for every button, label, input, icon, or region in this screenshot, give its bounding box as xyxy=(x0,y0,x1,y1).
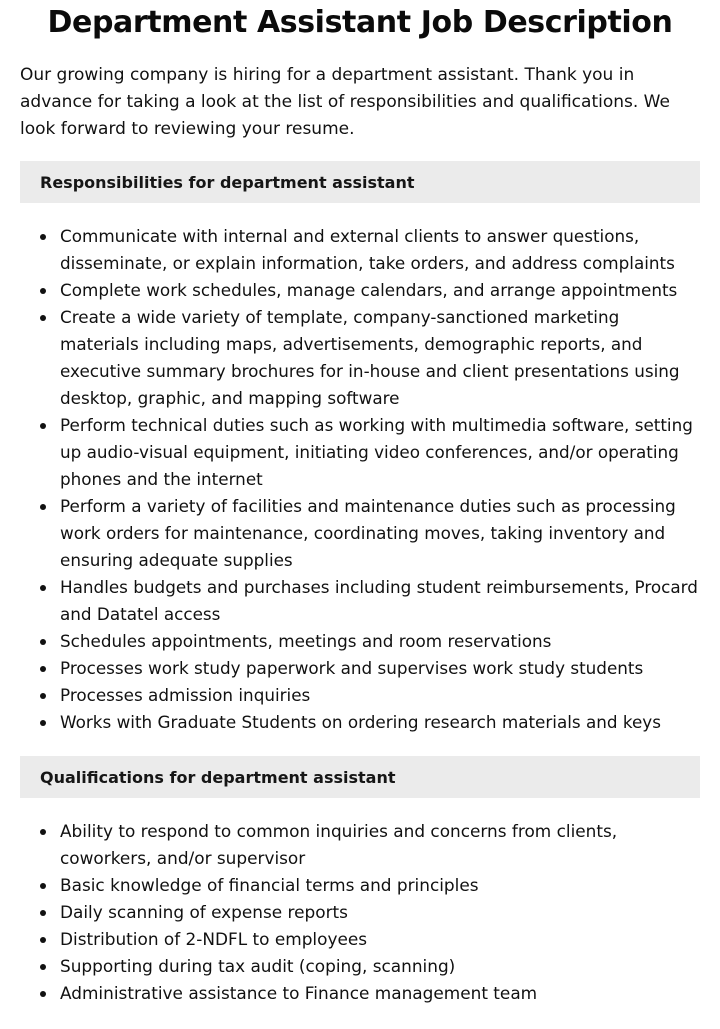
qualifications-heading: Qualifications for department assistant xyxy=(20,756,700,798)
list-item-text: Administrative assistance to Finance management team xyxy=(60,983,538,1003)
list-item xyxy=(20,872,700,899)
bullet-icon xyxy=(40,666,46,672)
page-title: Department Assistant Job Description xyxy=(47,5,673,40)
bullet-icon xyxy=(40,829,46,835)
qualifications-list xyxy=(20,818,700,1007)
responsibilities-list xyxy=(20,223,700,736)
list-item-text: Supporting during tax audit (coping, scanning) xyxy=(60,956,456,976)
bullet-icon xyxy=(40,991,46,997)
list-item xyxy=(20,304,700,412)
list-item xyxy=(20,223,700,277)
list-item-text: Basic knowledge of financial terms and principles xyxy=(60,875,479,895)
list-item xyxy=(20,980,700,1007)
list-item-text: Handles budgets and purchases including student reimbursements, Procard and Datatel access xyxy=(60,577,698,624)
list-item xyxy=(20,899,700,926)
list-item xyxy=(20,574,700,628)
list-item xyxy=(20,709,700,736)
bullet-icon xyxy=(40,585,46,591)
list-item-text: Perform technical duties such as working with multimedia software, setting up audio-visual equipment, initiating video conferences, and/or operating phones and the internet xyxy=(60,415,693,489)
list-item xyxy=(20,953,700,980)
intro-paragraph: Our growing company is hiring for a department assistant. Thank you in advance for taking a look at the list of responsibilities and qualifications. We look forward to reviewing your resume. xyxy=(20,65,670,139)
list-item-text: Ability to respond to common inquiries and concerns from clients, coworkers, and/or supervisor xyxy=(60,821,618,868)
bullet-icon xyxy=(40,423,46,429)
bullet-icon xyxy=(40,504,46,510)
list-item xyxy=(20,926,700,953)
bullet-icon xyxy=(40,937,46,943)
list-item-text: Processes admission inquiries xyxy=(60,685,311,705)
list-item-text: Perform a variety of facilities and maintenance duties such as processing work orders for maintenance, coordinating moves, taking inventory and ensuring adequate supplies xyxy=(60,496,676,570)
bullet-icon xyxy=(40,234,46,240)
list-item-text: Processes work study paperwork and supervises work study students xyxy=(60,658,644,678)
bullet-icon xyxy=(40,910,46,916)
bullet-icon xyxy=(40,315,46,321)
list-item-text: Daily scanning of expense reports xyxy=(60,902,348,922)
list-item xyxy=(20,493,700,574)
list-item xyxy=(20,682,700,709)
list-item-text: Complete work schedules, manage calendars, and arrange appointments xyxy=(60,280,678,300)
bullet-icon xyxy=(40,693,46,699)
list-item-text: Create a wide variety of template, company-sanctioned marketing materials including maps, advertisements, demographic reports, and executive summary brochures for in-house and client presentations using desktop, graphic, and mapping software xyxy=(60,307,680,408)
list-item xyxy=(20,277,700,304)
list-item-text: Communicate with internal and external clients to answer questions, disseminate, or explain information, take orders, and address complaints xyxy=(60,226,675,273)
list-item-text: Works with Graduate Students on ordering research materials and keys xyxy=(60,712,661,732)
list-item xyxy=(20,818,700,872)
bullet-icon xyxy=(40,964,46,970)
bullet-icon xyxy=(40,720,46,726)
bullet-icon xyxy=(40,288,46,294)
responsibilities-heading: Responsibilities for department assistant xyxy=(20,161,700,203)
list-item xyxy=(20,628,700,655)
list-item xyxy=(20,412,700,493)
bullet-icon xyxy=(40,639,46,645)
list-item xyxy=(20,655,700,682)
list-item-text: Schedules appointments, meetings and room reservations xyxy=(60,631,552,651)
bullet-icon xyxy=(40,883,46,889)
list-item-text: Distribution of 2-NDFL to employees xyxy=(60,929,368,949)
